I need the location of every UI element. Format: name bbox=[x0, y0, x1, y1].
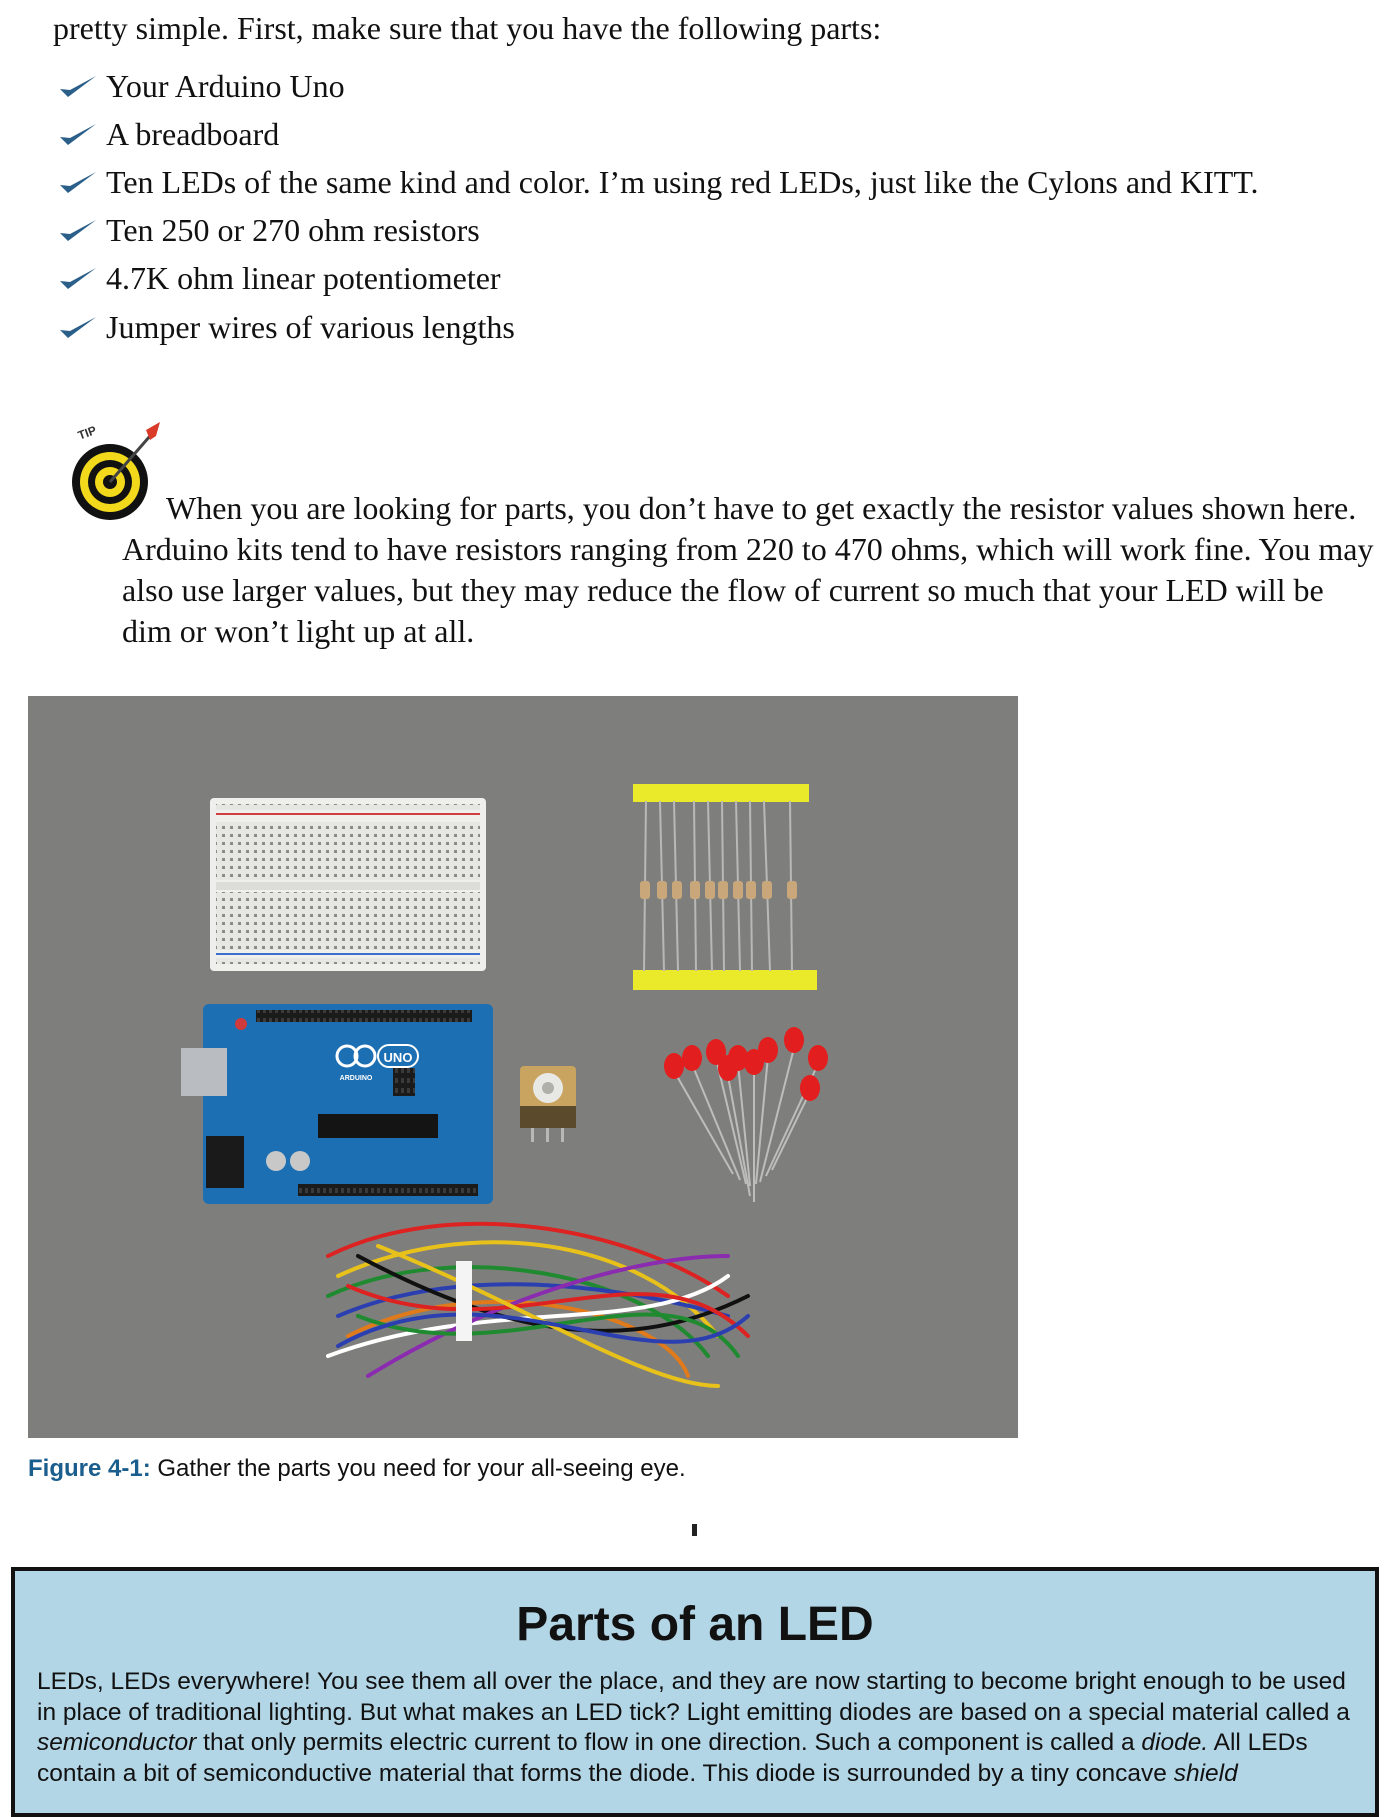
divider-mark bbox=[692, 1524, 697, 1536]
list-item-text: 4.7K ohm linear potentiometer bbox=[106, 259, 501, 296]
sidebar-title: Parts of an LED bbox=[516, 1598, 874, 1651]
wire-bundle-tie bbox=[456, 1261, 472, 1341]
tip-paragraph: When you are looking for parts, you don’t have to get exactly the resistor values shown here. Arduino kits tend to have resistors ranging from 220 to 470 ohms, which will work fine. You may also use larger values, but they may reduce the flow of current so much that your LED will be dim or won’t light up at all. bbox=[122, 490, 1374, 649]
intro-text: pretty simple. First, make sure that you have the following parts: bbox=[53, 10, 882, 46]
figure-caption-label: Figure 4-1: bbox=[28, 1455, 151, 1482]
list-item bbox=[58, 302, 1259, 352]
parts-list bbox=[58, 62, 1259, 352]
list-item bbox=[58, 62, 1259, 110]
list-item bbox=[58, 206, 1259, 254]
list-item-text: Ten 250 or 270 ohm resistors bbox=[106, 211, 480, 248]
checkmark-icon bbox=[58, 265, 98, 291]
list-item bbox=[58, 254, 1259, 302]
parts-illustration bbox=[28, 696, 1018, 1438]
figure-caption bbox=[28, 1455, 686, 1483]
sidebar-text-3: All LEDs contain a bit of semiconductive material that forms the diode. This diode is surrounded by a tiny concave bbox=[37, 1729, 1308, 1787]
arduino-label: ARDUINO bbox=[339, 1075, 373, 1082]
sidebar-term-semiconductor: semiconductor bbox=[37, 1729, 197, 1756]
tip-label: TIP bbox=[75, 423, 99, 443]
list-item-text: Ten LEDs of the same kind and color. I’m using red LEDs, just like the Cylons and KITT. bbox=[106, 163, 1259, 200]
checkmark-icon bbox=[58, 314, 98, 340]
arduino-uno-board bbox=[181, 1004, 493, 1204]
sidebar-paragraph bbox=[37, 1667, 1363, 1789]
figure-photo bbox=[28, 696, 1018, 1438]
checkmark-icon bbox=[58, 217, 98, 243]
resistors bbox=[633, 784, 817, 990]
list-item bbox=[58, 158, 1259, 206]
list-item bbox=[58, 110, 1259, 158]
sidebar-text-2: that only permits electric current to flow in one direction. Such a component is called a bbox=[196, 1729, 1142, 1756]
sidebar-term-shield: shield bbox=[1173, 1759, 1238, 1787]
potentiometer bbox=[520, 1066, 576, 1142]
jumper-wires bbox=[328, 1224, 748, 1386]
checkmark-icon bbox=[58, 121, 98, 147]
red-leds bbox=[664, 1027, 828, 1202]
figure-caption-text: Gather the parts you need for your all-seeing eye. bbox=[150, 1455, 686, 1482]
sidebar-term-diode: diode. bbox=[1141, 1729, 1209, 1756]
sidebar-text-1: LEDs, LEDs everywhere! You see them all over the place, and they are now starting to become bright enough to be used in place of traditional lighting. But what makes an LED tick? Light emitting diodes are based on a special material called a bbox=[37, 1668, 1350, 1726]
checkmark-icon bbox=[58, 73, 98, 99]
sidebar-box bbox=[11, 1567, 1379, 1817]
list-item-text: A breadboard bbox=[106, 115, 280, 152]
list-item-text: Jumper wires of various lengths bbox=[106, 308, 515, 345]
list-item-text: Your Arduino Uno bbox=[106, 67, 345, 104]
checkmark-icon bbox=[58, 169, 98, 195]
breadboard bbox=[210, 798, 486, 971]
uno-label: UNO bbox=[383, 1050, 413, 1065]
